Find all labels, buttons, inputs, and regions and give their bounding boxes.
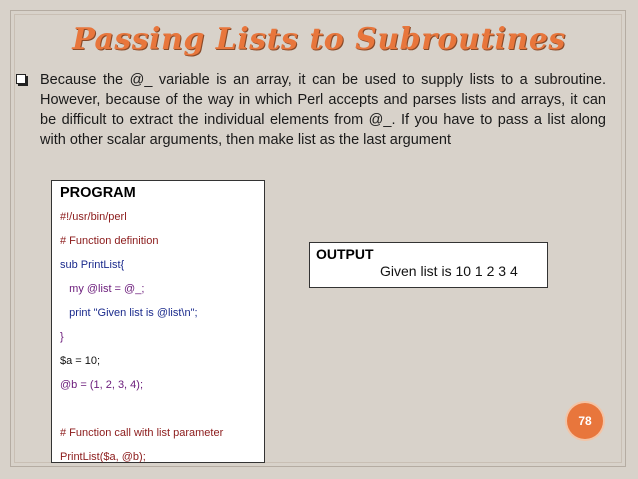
code-line-function-call: PrintList($a, @b);: [60, 451, 146, 463]
code-line-my-list: my @list = @_;: [60, 283, 145, 295]
code-line-assign-b: @b = (1, 2, 3, 4);: [60, 379, 144, 391]
code-line-comment-call: # Function call with list parameter: [60, 427, 224, 439]
slide-title: Passing Lists to Subroutines: [72, 22, 566, 57]
output-text: Given list is 10 1 2 3 4: [380, 263, 518, 279]
program-heading: PROGRAM: [60, 185, 136, 201]
code-line-sub-declaration: sub PrintList{: [60, 259, 125, 271]
program-box: [51, 180, 265, 463]
code-line-print: print "Given list is @list\n";: [60, 307, 198, 319]
code-line-shebang: #!/usr/bin/perl: [60, 211, 127, 223]
code-line-close-brace: }: [60, 331, 64, 343]
checkbox-bullet-icon: [16, 74, 26, 84]
page-number-badge: 78: [567, 403, 603, 439]
output-box: [309, 242, 548, 288]
bullet-point: [16, 70, 606, 150]
code-line-assign-a: $a = 10;: [60, 355, 101, 367]
output-heading: OUTPUT: [316, 246, 374, 262]
code-line-blank: [60, 397, 264, 421]
code-line-comment-definition: # Function definition: [60, 235, 159, 247]
bullet-text: Because the @_ variable is an array, it can be used to supply lists to a subroutine. However, because of the way in which Perl accepts and parses lists and arrays, it can be difficult to extract the individual elements from @_. If you have to pass a list along with other scalar arguments, then make list as the last argument: [40, 72, 606, 148]
